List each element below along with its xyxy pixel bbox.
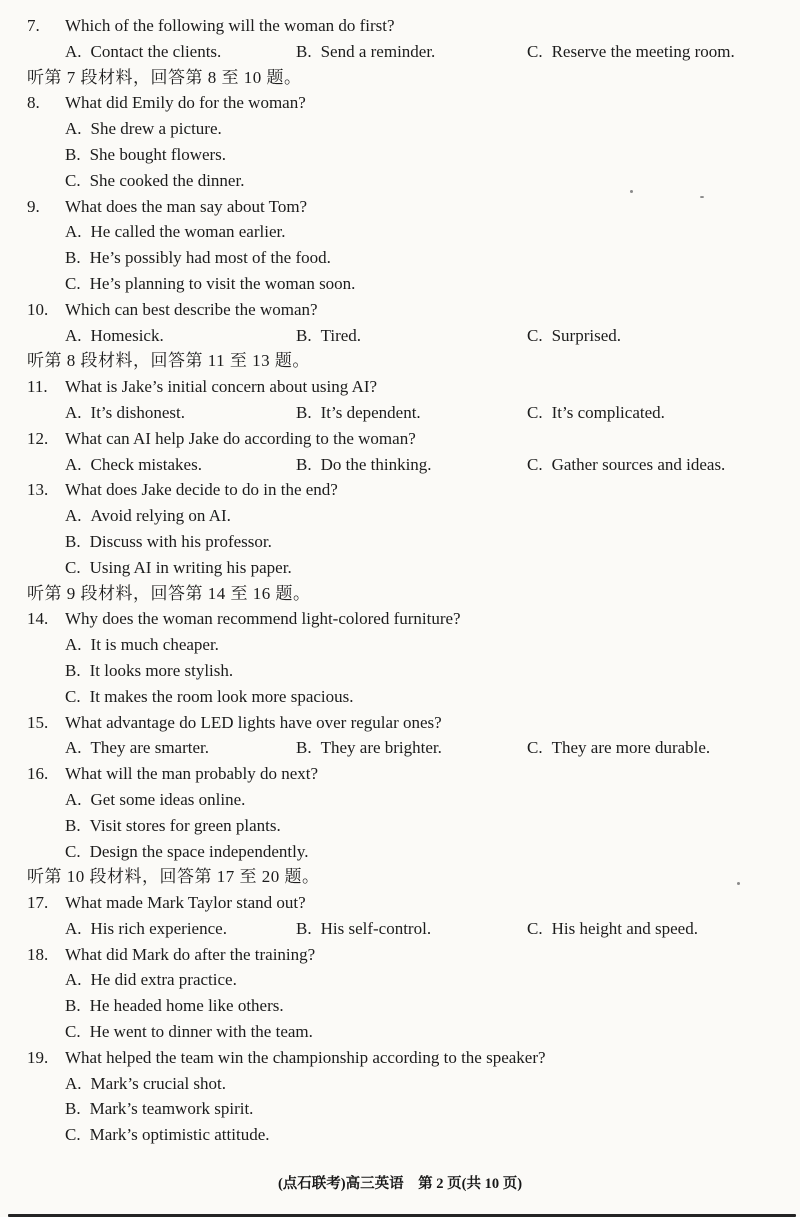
option-a <box>65 452 296 478</box>
option-text: Surprised. <box>551 325 622 345</box>
option-a <box>65 39 296 65</box>
option-label: C. <box>527 325 543 345</box>
options-row <box>27 400 758 426</box>
option-text: Send a reminder. <box>320 41 436 61</box>
option-row <box>27 503 758 529</box>
option-row <box>27 1071 758 1097</box>
option-text: Get some ideas online. <box>90 789 246 809</box>
page-footer: (点石联考)高三英语 第 2 页(共 10 页) <box>277 1176 523 1192</box>
option-a <box>65 916 296 942</box>
question-12 <box>27 426 758 478</box>
option-label: C. <box>527 454 543 474</box>
option-row <box>27 684 758 710</box>
question-stem <box>27 890 758 916</box>
question-number: 12. <box>27 428 49 448</box>
option-label: A. <box>65 635 82 655</box>
question-number: 9. <box>27 196 40 216</box>
option-label: B. <box>296 454 312 474</box>
question-stem <box>27 761 758 787</box>
option-a <box>65 790 245 809</box>
question-number: 19. <box>27 1047 49 1067</box>
option-a <box>65 635 219 654</box>
question-text: What can AI help Jake do according to the woman? <box>65 428 416 448</box>
question-18 <box>27 942 758 1045</box>
option-label: B. <box>65 996 81 1016</box>
options-row <box>27 452 758 478</box>
option-label: B. <box>65 248 81 268</box>
question-7 <box>27 13 758 65</box>
option-a <box>65 222 285 241</box>
option-b <box>296 916 527 942</box>
option-b <box>65 532 272 551</box>
option-label: C. <box>527 738 543 758</box>
option-c <box>527 452 758 478</box>
options-row <box>27 735 758 761</box>
option-label: B. <box>65 815 81 835</box>
option-c <box>65 687 354 706</box>
option-c <box>65 842 308 861</box>
option-label: A. <box>65 402 82 422</box>
option-label: C. <box>65 686 81 706</box>
question-stem <box>27 297 758 323</box>
question-text: What made Mark Taylor stand out? <box>65 893 306 913</box>
option-row <box>27 813 758 839</box>
option-c <box>527 735 758 761</box>
option-text: He called the woman earlier. <box>90 222 286 242</box>
option-text: Do the thinking. <box>320 454 432 474</box>
option-text: He did extra practice. <box>90 970 237 990</box>
question-number: 7. <box>27 16 40 35</box>
question-text: What helped the team win the championship according to the speaker? <box>65 1047 546 1067</box>
option-row <box>27 1096 758 1122</box>
option-text: Design the space independently. <box>89 841 309 861</box>
option-row <box>27 245 758 271</box>
option-row <box>27 271 758 297</box>
option-label: C. <box>65 170 81 190</box>
option-text: Discuss with his professor. <box>89 531 272 551</box>
question-text: What does the man say about Tom? <box>65 196 308 216</box>
question-text: What does Jake decide to do in the end? <box>65 480 338 500</box>
option-label: B. <box>65 1099 81 1119</box>
option-text: His height and speed. <box>551 918 698 938</box>
question-stem <box>27 90 758 116</box>
option-a <box>65 970 237 989</box>
option-label: B. <box>65 660 81 680</box>
option-a <box>65 323 296 349</box>
option-label: A. <box>65 454 82 474</box>
option-label: A. <box>65 918 82 938</box>
option-c <box>527 323 758 349</box>
question-number: 17. <box>27 893 49 913</box>
question-stem <box>27 477 758 503</box>
option-label: B. <box>296 325 312 345</box>
option-label: A. <box>65 41 82 61</box>
option-text: He headed home like others. <box>89 996 284 1016</box>
option-c <box>527 39 758 65</box>
material-section-header: 听第 10 段材料，回答第 17 至 20 题。 <box>27 867 320 887</box>
question-11 <box>27 374 758 426</box>
question-text: Which can best describe the woman? <box>65 299 318 319</box>
option-text: His self-control. <box>320 918 432 938</box>
option-text: Mark’s teamwork spirit. <box>89 1099 254 1119</box>
option-text: He went to dinner with the team. <box>89 1022 313 1042</box>
scan-artifact <box>630 190 633 193</box>
option-row <box>27 967 758 993</box>
option-text: He’s planning to visit the woman soon. <box>89 273 356 293</box>
option-label: C. <box>65 1022 81 1042</box>
question-stem <box>27 194 758 220</box>
question-number: 15. <box>27 712 49 732</box>
option-label: A. <box>65 1073 82 1093</box>
question-text: What advantage do LED lights have over regular ones? <box>65 712 442 732</box>
option-text: Mark’s optimistic attitude. <box>89 1125 270 1145</box>
option-text: Avoid relying on AI. <box>90 506 231 526</box>
option-c <box>527 916 758 942</box>
question-stem <box>27 606 758 632</box>
question-17 <box>27 890 758 942</box>
question-number: 10. <box>27 299 49 319</box>
option-text: His rich experience. <box>90 918 227 938</box>
scan-artifact <box>737 882 740 885</box>
question-number: 13. <box>27 480 49 500</box>
option-c <box>65 1125 270 1144</box>
option-row <box>27 116 758 142</box>
option-label: B. <box>296 402 312 422</box>
option-label: C. <box>65 273 81 293</box>
option-text: She cooked the dinner. <box>89 170 245 190</box>
option-a <box>65 506 231 525</box>
question-15 <box>27 710 758 762</box>
question-number: 14. <box>27 609 49 629</box>
option-text: Visit stores for green plants. <box>89 815 281 835</box>
option-c <box>527 400 758 426</box>
option-label: C. <box>527 918 543 938</box>
option-b <box>65 248 331 267</box>
option-label: C. <box>527 41 543 61</box>
option-c <box>65 558 292 577</box>
option-row <box>27 839 758 865</box>
option-row <box>27 555 758 581</box>
option-b <box>65 1099 253 1118</box>
question-stem <box>27 942 758 968</box>
option-text: Gather sources and ideas. <box>551 454 726 474</box>
material-section-header: 听第 8 段材料，回答第 11 至 13 题。 <box>27 351 310 371</box>
option-text: It looks more stylish. <box>89 660 234 680</box>
option-row <box>27 219 758 245</box>
option-a <box>65 1074 226 1093</box>
option-c <box>65 171 244 190</box>
option-text: Homesick. <box>90 325 164 345</box>
option-a <box>65 400 296 426</box>
option-label: A. <box>65 222 82 242</box>
option-text: Check mistakes. <box>90 454 202 474</box>
option-label: B. <box>65 144 81 164</box>
option-text: They are more durable. <box>551 738 711 758</box>
question-13 <box>27 477 758 580</box>
question-stem <box>27 710 758 736</box>
option-label: A. <box>65 506 82 526</box>
option-label: A. <box>65 119 82 139</box>
option-label: A. <box>65 970 82 990</box>
question-text: What is Jake’s initial concern about using AI? <box>65 377 378 397</box>
option-row <box>27 1019 758 1045</box>
option-b <box>65 816 281 835</box>
option-text: It’s complicated. <box>551 402 665 422</box>
question-8 <box>27 90 758 193</box>
option-label: A. <box>65 789 82 809</box>
option-label: C. <box>65 841 81 861</box>
option-a <box>65 735 296 761</box>
question-stem <box>27 374 758 400</box>
option-text: Reserve the meeting room. <box>551 41 735 61</box>
question-number: 8. <box>27 93 40 113</box>
option-a <box>65 119 222 138</box>
option-c <box>65 1022 313 1041</box>
option-text: Mark’s crucial shot. <box>90 1073 227 1093</box>
option-row <box>27 142 758 168</box>
option-text: It’s dependent. <box>320 402 421 422</box>
option-text: It is much cheaper. <box>90 635 219 655</box>
option-label: B. <box>296 738 312 758</box>
option-b <box>296 400 527 426</box>
option-text: She drew a picture. <box>90 119 222 139</box>
question-16 <box>27 761 758 864</box>
material-section-header: 听第 9 段材料，回答第 14 至 16 题。 <box>27 583 311 603</box>
option-b <box>65 996 284 1015</box>
option-text: Tired. <box>320 325 362 345</box>
options-row <box>27 323 758 349</box>
option-text: She bought flowers. <box>89 144 227 164</box>
option-label: B. <box>296 41 312 61</box>
option-b <box>65 145 226 164</box>
question-text: Why does the woman recommend light-colored furniture? <box>65 609 461 629</box>
question-number: 11. <box>27 377 48 397</box>
question-text: Which of the following will the woman do first? <box>65 16 395 35</box>
option-text: He’s possibly had most of the food. <box>89 248 331 268</box>
option-b <box>296 323 527 349</box>
question-stem <box>27 1045 758 1071</box>
option-c <box>65 274 355 293</box>
option-row <box>27 787 758 813</box>
question-stem <box>27 426 758 452</box>
option-label: A. <box>65 325 82 345</box>
option-text: Using AI in writing his paper. <box>89 557 292 577</box>
option-text: It makes the room look more spacious. <box>89 686 354 706</box>
option-row <box>27 168 758 194</box>
question-stem <box>27 13 758 39</box>
option-b <box>296 452 527 478</box>
question-10 <box>27 297 758 349</box>
option-text: It’s dishonest. <box>90 402 185 422</box>
option-text: They are smarter. <box>90 738 209 758</box>
option-label: A. <box>65 738 82 758</box>
question-text: What did Emily do for the woman? <box>65 93 306 113</box>
question-text: What did Mark do after the training? <box>65 944 316 964</box>
scan-artifact <box>700 196 704 198</box>
option-row <box>27 1122 758 1148</box>
option-text: Contact the clients. <box>90 41 222 61</box>
question-14 <box>27 606 758 709</box>
option-label: C. <box>65 1125 81 1145</box>
option-row <box>27 529 758 555</box>
question-19 <box>27 1045 758 1148</box>
option-b <box>296 39 527 65</box>
options-row <box>27 916 758 942</box>
option-label: C. <box>65 557 81 577</box>
option-b <box>296 735 527 761</box>
options-row <box>27 39 758 65</box>
option-text: They are brighter. <box>320 738 442 758</box>
option-label: B. <box>65 531 81 551</box>
option-label: C. <box>527 402 543 422</box>
question-9 <box>27 194 758 297</box>
option-row <box>27 993 758 1019</box>
material-section-header: 听第 7 段材料，回答第 8 至 10 题。 <box>27 67 302 87</box>
question-number: 16. <box>27 764 49 784</box>
question-text: What will the man probably do next? <box>65 764 319 784</box>
option-label: B. <box>296 918 312 938</box>
option-b <box>65 661 233 680</box>
option-row <box>27 658 758 684</box>
question-number: 18. <box>27 944 49 964</box>
option-row <box>27 632 758 658</box>
